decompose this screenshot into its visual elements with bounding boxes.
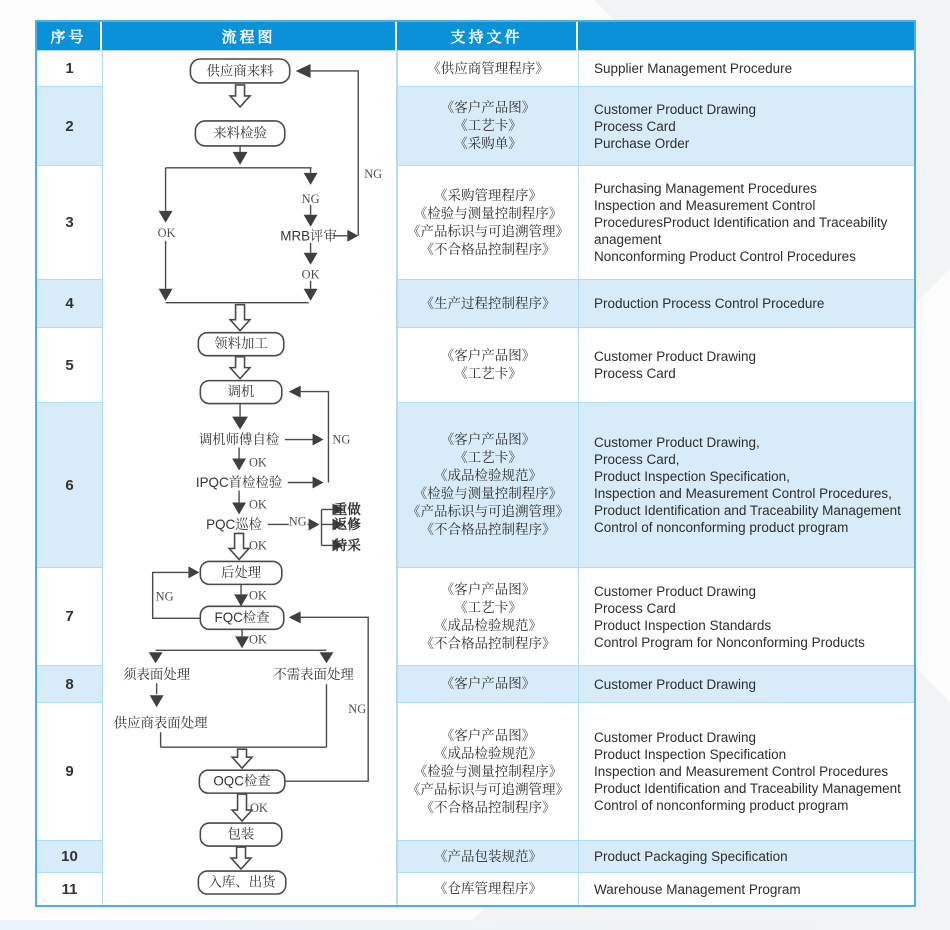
- ng-label: NG: [348, 702, 367, 717]
- doc-title-en: Customer Product Drawing: [594, 583, 757, 599]
- row-10-number: 10: [37, 840, 102, 872]
- doc-title-en: Process Card: [594, 600, 676, 616]
- doc-title-en: Customer Product Drawing: [594, 101, 757, 117]
- doc-title-en: Product Packaging Specification: [594, 849, 788, 864]
- node-need-surface-label: 须表面处理: [123, 666, 191, 682]
- flowchart-svg: [103, 51, 396, 905]
- header-supporting-docs: 支持文件: [397, 22, 578, 50]
- doc-title-cn: 《客户产品图》: [440, 581, 536, 597]
- node-redo-label: 重做: [333, 501, 361, 517]
- doc-title-cn: 《客户产品图》: [440, 100, 536, 115]
- node-no-surface-label: 不需表面处理: [273, 666, 354, 682]
- ok-label: OK: [301, 267, 320, 282]
- docs-en-row-11: [578, 872, 914, 905]
- doc-title-en: Warehouse Management Program: [594, 881, 801, 897]
- docs-cn-row-4: [397, 279, 578, 327]
- ok-label: OK: [248, 455, 267, 470]
- doc-title-cn: 《工艺卡》: [454, 118, 522, 133]
- doc-title-cn: 《不合格品控制程序》: [420, 241, 556, 257]
- doc-title-cn: 《产品包装规范》: [434, 848, 542, 864]
- row-11-number: 11: [37, 872, 102, 905]
- header-seq: 序号: [37, 22, 102, 50]
- node-supplier-surface-label: 供应商表面处理: [113, 715, 208, 731]
- docs-en-row-5: [578, 327, 914, 402]
- header-flowchart: 流程图: [102, 22, 397, 50]
- ok-label: OK: [249, 801, 268, 816]
- doc-title-en: Nonconforming Product Control Procedures: [594, 249, 856, 264]
- doc-title-en: anagement: [594, 232, 662, 247]
- doc-title-en: Customer Product Drawing: [594, 676, 757, 692]
- docs-en-row-1: [578, 50, 914, 86]
- doc-title-en: Control of nonconforming product program: [594, 798, 849, 813]
- doc-title-en: Purchasing Management Procedures: [594, 181, 817, 196]
- node-incoming-inspection-label: 来料检验: [213, 125, 267, 141]
- docs-cn-row-11: [397, 872, 578, 905]
- doc-title-en: Product Inspection Specification: [594, 747, 787, 762]
- doc-title-en: Inspection and Measurement Control Procedures: [594, 764, 889, 779]
- doc-title-en: Product Identification and Traceability Management: [594, 781, 901, 796]
- bottom-accent-strip: [0, 920, 950, 930]
- doc-title-cn: 《工艺卡》: [454, 599, 522, 615]
- docs-cn-row-2: [397, 86, 578, 165]
- docs-en-row-3: [578, 165, 914, 279]
- row-7-number: 7: [37, 567, 102, 665]
- doc-title-cn: 《产品标识与可追溯管理》: [407, 504, 569, 519]
- docs-cn-row-5: [397, 327, 578, 402]
- node-oqc-label: OQC检查: [213, 773, 271, 789]
- ok-label: OK: [248, 632, 267, 647]
- node-pqc-label: PQC巡检: [206, 516, 263, 532]
- node-setup-self-check-label: 调机师傅自检: [198, 432, 280, 448]
- doc-title-en: Process Card: [594, 366, 676, 381]
- row-1-number: 1: [37, 50, 102, 86]
- ok-label: OK: [157, 225, 176, 240]
- process-table: [35, 20, 916, 907]
- row-3-number: 3: [37, 165, 102, 279]
- doc-title-en: Product Inspection Specification,: [594, 469, 790, 484]
- docs-cn-row-1: [397, 50, 578, 86]
- doc-title-cn: 《成品检验规范》: [434, 617, 542, 633]
- ok-label: OK: [248, 588, 267, 603]
- doc-title-cn: 《产品标识与可追溯管理》: [407, 223, 569, 239]
- doc-title-cn: 《不合格品控制程序》: [420, 635, 556, 651]
- doc-title-cn: 《客户产品图》: [440, 727, 536, 743]
- row-9-number: 9: [37, 702, 102, 840]
- ng-label: NG: [332, 432, 351, 447]
- doc-title-en: Control of nonconforming product program: [594, 520, 849, 535]
- doc-title-cn: 《生产过程控制程序》: [420, 295, 556, 311]
- doc-title-en: ProceduresProduct Identification and Traceability: [594, 215, 888, 230]
- doc-title-cn: 《检验与测量控制程序》: [413, 763, 563, 779]
- doc-title-en: Purchase Order: [594, 135, 690, 151]
- docs-en-row-10: [578, 840, 914, 872]
- docs-en-row-6: [578, 402, 914, 567]
- docs-cn-row-6: [397, 402, 578, 567]
- docs-cn-row-9: [397, 702, 578, 840]
- doc-title-cn: 《工艺卡》: [454, 366, 522, 381]
- doc-title-cn: 《不合格品控制程序》: [420, 522, 556, 537]
- doc-title-cn: 《客户产品图》: [440, 348, 536, 363]
- doc-title-cn: 《不合格品控制程序》: [420, 799, 556, 815]
- doc-title-cn: 《客户产品图》: [440, 432, 536, 447]
- docs-cn-row-10: [397, 840, 578, 872]
- docs-en-row-7: [578, 567, 914, 665]
- ng-label: NG: [288, 514, 307, 529]
- node-machine-setup-label: 调机: [227, 384, 255, 400]
- docs-en-row-9: [578, 702, 914, 840]
- doc-title-en: Production Process Control Procedure: [594, 296, 825, 311]
- ng-label: NG: [155, 589, 174, 604]
- doc-title-cn: 《成品检验规范》: [434, 468, 542, 483]
- docs-en-row-8: [578, 665, 914, 702]
- doc-title-en: Process Card,: [594, 452, 680, 467]
- node-material-processing-label: 领料加工: [214, 336, 268, 352]
- node-ipqc-label: IPQC首检检验: [195, 474, 283, 491]
- docs-cn-row-7: [397, 567, 578, 665]
- node-mrb-review-label: MRB评审: [280, 228, 337, 244]
- node-rework-label: 返修: [333, 516, 361, 532]
- header-english: [578, 22, 914, 50]
- doc-title-cn: 《检验与测量控制程序》: [413, 486, 563, 501]
- node-packaging-label: 包装: [227, 826, 255, 842]
- ok-label: OK: [248, 538, 267, 553]
- doc-title-cn: 《仓库管理程序》: [434, 881, 542, 896]
- docs-cn-row-8: [397, 665, 578, 702]
- node-special-accept-label: 特采: [333, 537, 361, 553]
- node-warehouse-ship-label: 入库、出货: [208, 874, 276, 890]
- doc-title-en: Supplier Management Procedure: [594, 61, 793, 76]
- doc-title-cn: 《工艺卡》: [454, 450, 522, 465]
- doc-title-cn: 《采购管理程序》: [434, 187, 542, 203]
- doc-title-en: Control Program for Nonconforming Products: [594, 634, 865, 650]
- doc-title-en: Customer Product Drawing: [594, 730, 757, 745]
- flowchart-cell: [102, 50, 397, 905]
- row-2-number: 2: [37, 86, 102, 165]
- doc-title-en: Inspection and Measurement Control Procedures,: [594, 486, 892, 501]
- ok-label: OK: [248, 497, 267, 512]
- doc-title-cn: 《检验与测量控制程序》: [413, 205, 563, 221]
- doc-title-en: Process Card: [594, 118, 676, 134]
- row-4-number: 4: [37, 279, 102, 327]
- docs-cn-row-3: [397, 165, 578, 279]
- doc-title-en: Inspection and Measurement Control: [594, 198, 816, 213]
- doc-title-cn: 《客户产品图》: [440, 676, 536, 691]
- ng-label: NG: [364, 166, 383, 181]
- row-5-number: 5: [37, 327, 102, 402]
- node-fqc-label: FQC检查: [214, 609, 270, 625]
- node-supplier-incoming-label: 供应商来料: [206, 63, 274, 79]
- doc-title-en: Customer Product Drawing: [594, 349, 757, 364]
- node-post-processing-label: 后处理: [220, 564, 262, 580]
- ng-label: NG: [301, 191, 320, 206]
- doc-title-en: Product Identification and Traceability Management: [594, 503, 901, 518]
- doc-title-cn: 《成品检验规范》: [434, 745, 542, 761]
- doc-title-cn: 《采购单》: [454, 136, 522, 151]
- docs-en-row-4: [578, 279, 914, 327]
- docs-en-row-2: [578, 86, 914, 165]
- doc-title-cn: 《供应商管理程序》: [427, 60, 549, 76]
- row-8-number: 8: [37, 665, 102, 702]
- doc-title-cn: 《产品标识与可追溯管理》: [407, 781, 569, 797]
- doc-title-en: Product Inspection Standards: [594, 617, 772, 633]
- row-6-number: 6: [37, 402, 102, 567]
- doc-title-en: Customer Product Drawing,: [594, 435, 760, 450]
- flowchart-nodes: [114, 59, 362, 894]
